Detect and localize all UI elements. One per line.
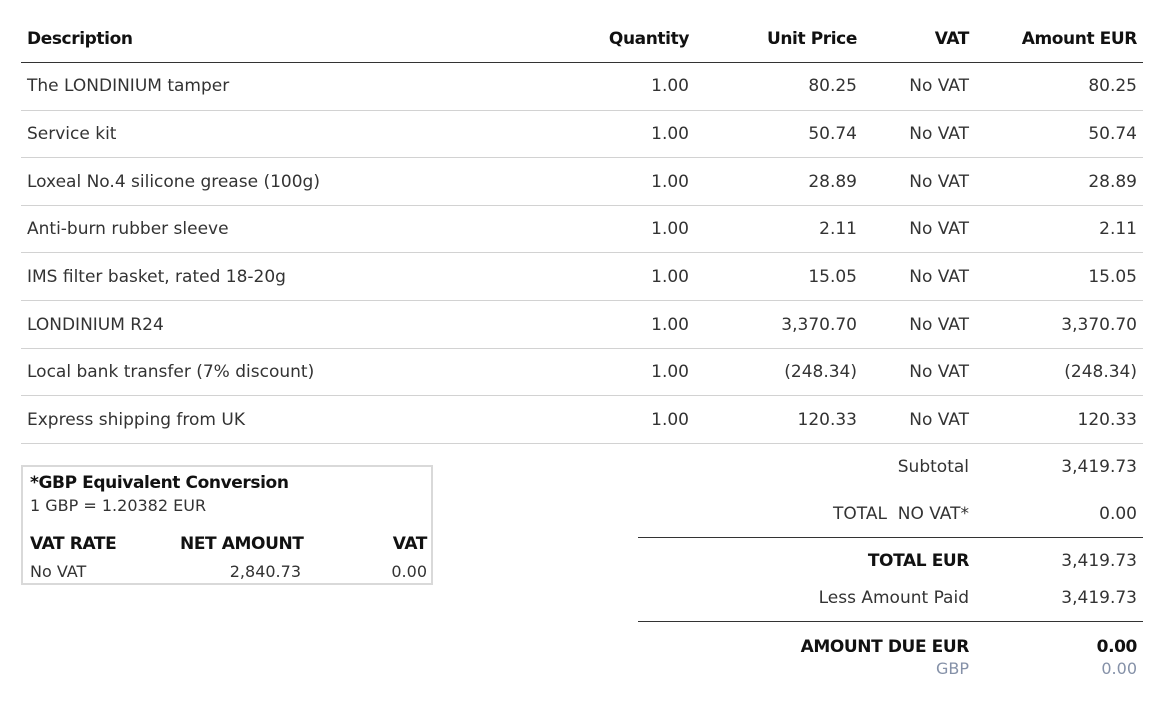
row-quantity: 1.00 — [651, 267, 689, 287]
subtotal-value: 3,419.73 — [1061, 457, 1137, 477]
row-quantity: 1.00 — [651, 172, 689, 192]
row-amount: 28.89 — [1088, 172, 1137, 192]
row-vat: No VAT — [909, 362, 969, 382]
row-vat: No VAT — [909, 172, 969, 192]
header-unit-price: Unit Price — [766, 29, 857, 49]
row-divider — [21, 110, 1143, 111]
row-amount: 3,370.70 — [1061, 315, 1137, 335]
amount-due-rule — [638, 621, 1143, 622]
conversion-title: *GBP Equivalent Conversion — [30, 473, 289, 493]
total-rule — [638, 537, 1143, 538]
row-divider — [21, 443, 1143, 444]
row-quantity: 1.00 — [651, 76, 689, 96]
row-vat: No VAT — [909, 219, 969, 239]
row-description: Local bank transfer (7% discount) — [27, 362, 315, 382]
less-amount-paid-value: 3,419.73 — [1061, 588, 1137, 608]
row-description: Loxeal No.4 silicone grease (100g) — [27, 172, 320, 192]
subtotal-label: Subtotal — [897, 457, 969, 477]
header-vat: VAT — [934, 29, 969, 49]
total-eur-value: 3,419.73 — [1061, 551, 1137, 571]
row-quantity: 1.00 — [651, 219, 689, 239]
conversion-net-amount: 2,840.73 — [229, 562, 301, 581]
conversion-vat-rate: No VAT — [30, 562, 87, 581]
conversion-rate: 1 GBP = 1.20382 EUR — [30, 496, 207, 515]
header-quantity: Quantity — [608, 29, 689, 49]
row-description: Service kit — [27, 124, 117, 144]
row-amount: 15.05 — [1088, 267, 1137, 287]
conversion-vat: 0.00 — [391, 562, 427, 581]
row-description: LONDINIUM R24 — [27, 315, 164, 335]
row-amount: 2.11 — [1099, 219, 1137, 239]
amount-due-value: 0.00 — [1096, 637, 1137, 657]
row-unit-price: 15.05 — [808, 267, 857, 287]
gbp-conversion-box — [21, 465, 433, 585]
row-vat: No VAT — [909, 267, 969, 287]
row-amount: (248.34) — [1064, 362, 1137, 382]
less-amount-paid-label: Less Amount Paid — [818, 588, 969, 608]
row-description: IMS filter basket, rated 18-20g — [27, 267, 286, 287]
total-no-vat-value: 0.00 — [1099, 504, 1137, 524]
row-unit-price: 120.33 — [797, 410, 857, 430]
row-divider — [21, 300, 1143, 301]
row-quantity: 1.00 — [651, 410, 689, 430]
header-description: Description — [27, 29, 133, 49]
row-vat: No VAT — [909, 76, 969, 96]
total-eur-label: TOTAL EUR — [867, 551, 969, 571]
row-unit-price: 28.89 — [808, 172, 857, 192]
header-amount: Amount EUR — [1021, 29, 1137, 49]
row-divider — [21, 395, 1143, 396]
gbp-value: 0.00 — [1101, 659, 1137, 678]
row-unit-price: 50.74 — [808, 124, 857, 144]
row-unit-price: 80.25 — [808, 76, 857, 96]
row-vat: No VAT — [909, 315, 969, 335]
row-divider — [21, 252, 1143, 253]
row-description: The LONDINIUM tamper — [27, 76, 230, 96]
conversion-header-vat-rate: VAT RATE — [30, 534, 117, 554]
row-amount: 80.25 — [1088, 76, 1137, 96]
row-quantity: 1.00 — [651, 315, 689, 335]
row-unit-price: 2.11 — [819, 219, 857, 239]
total-no-vat-label: TOTAL NO VAT* — [833, 504, 969, 524]
row-amount: 120.33 — [1077, 410, 1137, 430]
row-unit-price: (248.34) — [784, 362, 857, 382]
row-amount: 50.74 — [1088, 124, 1137, 144]
amount-due-label: AMOUNT DUE EUR — [800, 637, 969, 657]
row-vat: No VAT — [909, 410, 969, 430]
row-unit-price: 3,370.70 — [781, 315, 857, 335]
row-divider — [21, 348, 1143, 349]
row-divider — [21, 205, 1143, 206]
conversion-header-net-amount: NET AMOUNT — [180, 534, 304, 554]
row-quantity: 1.00 — [651, 124, 689, 144]
row-quantity: 1.00 — [651, 362, 689, 382]
row-divider — [21, 157, 1143, 158]
row-description: Express shipping from UK — [27, 410, 245, 430]
header-rule — [21, 62, 1143, 63]
gbp-label: GBP — [935, 659, 969, 678]
row-description: Anti-burn rubber sleeve — [27, 219, 229, 239]
row-vat: No VAT — [909, 124, 969, 144]
conversion-header-vat: VAT — [392, 534, 427, 554]
